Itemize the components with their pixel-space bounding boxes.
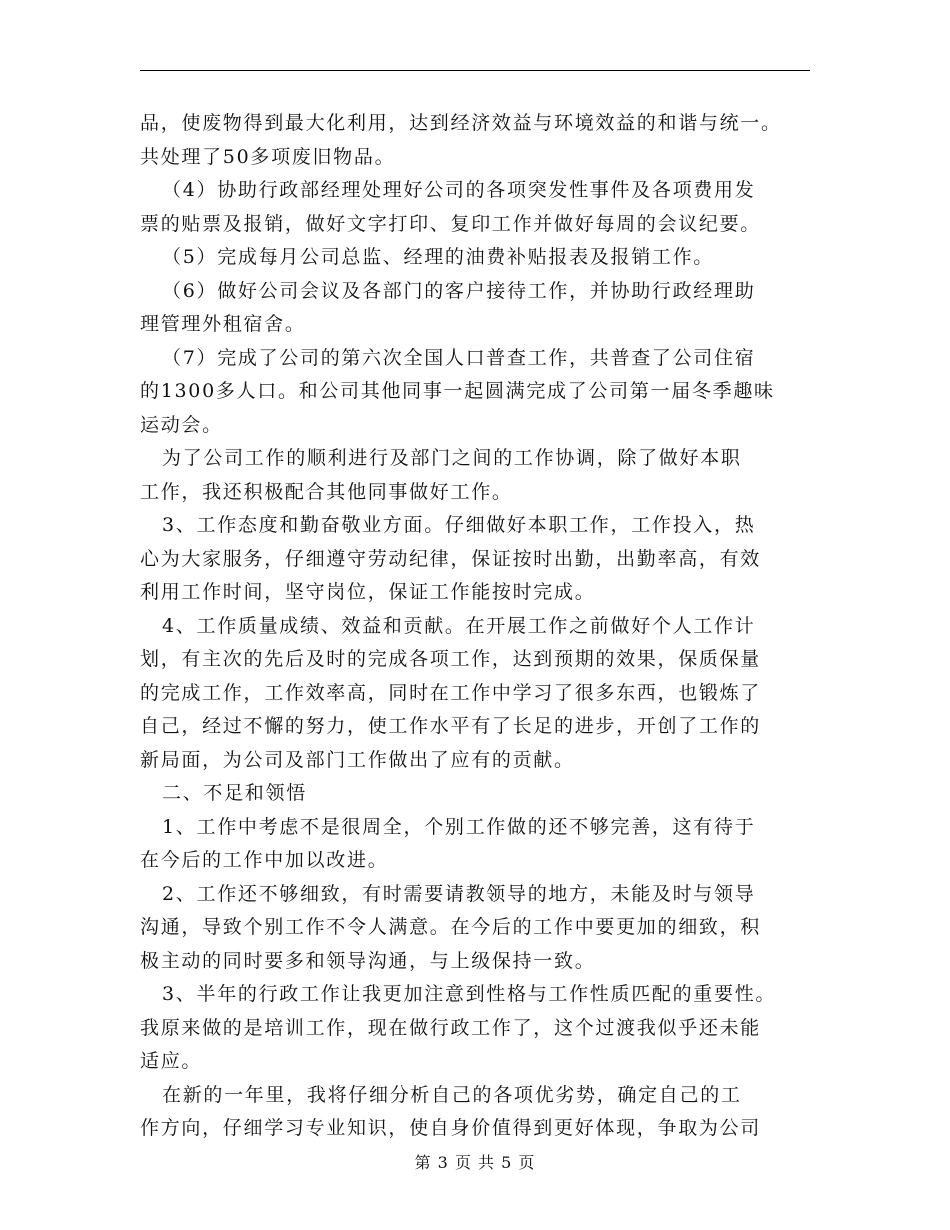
text-line: 作方向，仔细学习专业知识，使自身价值得到更好体现，争取为公司 [140,1117,762,1139]
text-line: 我原来做的是培训工作，现在做行政工作了，这个过渡我似乎还未能 [140,1016,762,1039]
text-line: 票的贴票及报销，做好文字打印、复印工作并做好每周的会议纪要。 [140,212,762,235]
text-line: 适应。 [140,1050,203,1072]
text-line: 划，有主次的先后及时的完成各项工作，达到预期的效果，保质保量 [140,648,762,670]
text-line: （5）完成每月公司总监、经理的油费补贴报表及报销工作。 [162,246,714,268]
text-line: 心为大家服务，仔细遵守劳动纪律，保证按时出勤，出勤率高，有效 [140,547,762,570]
text-line: 沟通，导致个别工作不令人满意。在今后的工作中要更加的细致，积 [140,916,762,938]
text-line: 利用工作时间，坚守岗位，保证工作能按时完成。 [140,581,596,603]
text-line: 共处理了50多项废旧物品。 [140,145,396,168]
text-line: 新局面，为公司及部门工作做出了应有的贡献。 [140,748,575,771]
page-footer: 第 3 页 共 5 页 [414,1153,536,1172]
text-line: 的完成工作，工作效率高，同时在工作中学习了很多东西，也锻炼了 [140,681,762,704]
text-line: （7）完成了公司的第六次全国人口普查工作，共普查了公司住宿 [162,346,756,369]
text-line: 在新的一年里，我将仔细分析自己的各项优劣势，确定自己的工 [162,1083,742,1106]
text-line: 3、工作态度和勤奋敬业方面。仔细做好本职工作，工作投入，热 [162,514,756,536]
text-line: 2、工作还不够细致，有时需要请教领导的地方，未能及时与领导 [162,882,756,905]
text-line: 运动会。 [140,413,223,436]
text-line: 1、工作中考虑不是很周全，个别工作做的还不够完善，这有待于 [162,815,756,838]
text-line: 4、工作质量成绩、效益和贡献。在开展工作之前做好个人工作计 [162,614,756,637]
text-line: （4）协助行政部经理处理好公司的各项突发性事件及各项费用发 [162,179,756,201]
text-line: 理管理外租宿舍。 [140,313,306,335]
text-line: 自己，经过不懈的努力，使工作水平有了长足的进步，开创了工作的 [140,715,762,737]
text-line: 极主动的同时要多和领导沟通，与上级保持一致。 [140,949,596,972]
text-line: （6）做好公司会议及各部门的客户接待工作，并协助行政经理助 [162,279,756,302]
text-line: 3、半年的行政工作让我更加注意到性格与工作性质匹配的重要性。 [162,983,777,1005]
text-line: 的1300多人口。和公司其他同事一起圆满完成了公司第一届冬季趣味 [140,380,775,402]
text-line: 工作，我还积极配合其他同事做好工作。 [140,480,513,503]
text-line: 在今后的工作中加以改进。 [140,849,389,871]
document-body [140,107,820,1146]
text-line: 为了公司工作的顺利进行及部门之间的工作协调，除了做好本职 [162,447,742,469]
text-line: 品，使废物得到最大化利用，达到经济效益与环境效益的和谐与统一。 [140,112,782,134]
section-heading: 二、不足和领悟 [162,782,307,804]
header-rule [140,70,810,71]
